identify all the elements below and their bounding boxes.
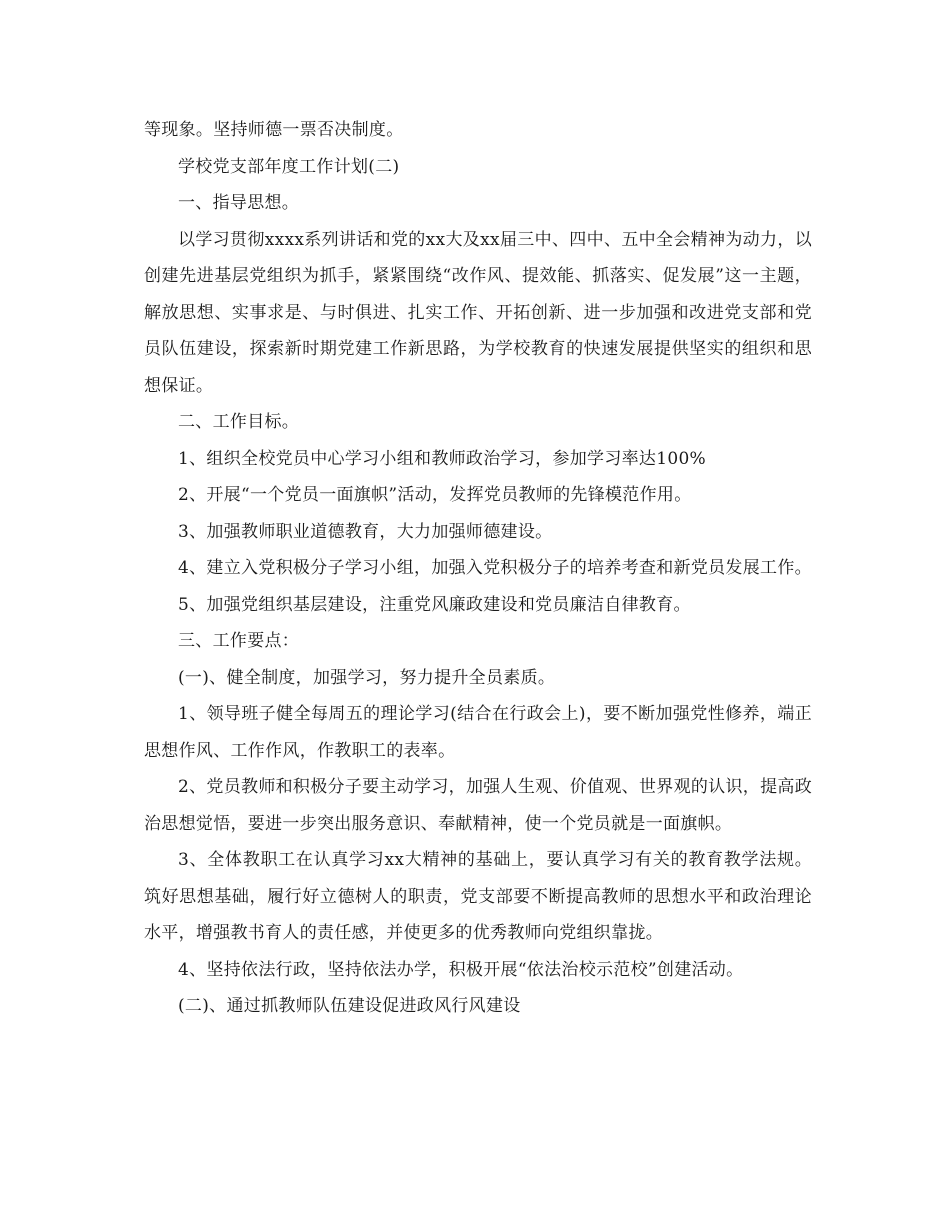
paragraph: 等现象。坚持师德一票否决制度。	[144, 120, 404, 140]
list-item: 2、开展“一个党员一面旗帜”活动，发挥党员教师的先锋模范作用。	[178, 485, 692, 505]
list-item: 3、全体教职工在认真学习xx大精神的基础上，要认真学习有关的教育教学法规。筑好思想基础，履行好立德树人的职责，党支部要不断提高教师的思想水平和政治理论水平，增强教书育人的责任感，并使更多的优秀教师向党组织靠拢。	[144, 850, 812, 943]
list-item: 3、加强教师职业道德教育，大力加强师德建设。	[178, 521, 553, 542]
subsection-heading: (二)、通过抓教师队伍建设促进政风行风建设	[178, 996, 521, 1016]
section-heading: 二、工作目标。	[178, 412, 300, 432]
section-heading: 一、指导思想。	[178, 193, 300, 213]
list-item: 1、领导班子健全每周五的理论学习(结合在行政会上)，要不断加强党性修养，端正思想作风、工作作风，作教职工的表率。	[144, 704, 812, 761]
section-heading: 三、工作要点：	[178, 631, 300, 651]
list-item: 5、加强党组织基层建设，注重党风廉政建设和党员廉洁自律教育。	[178, 594, 691, 615]
list-item: 2、党员教师和积极分子要主动学习，加强人生观、价值观、世界观的认识，提高政治思想觉悟，要进一步突出服务意识、奉献精神，使一个党员就是一面旗帜。	[144, 777, 812, 834]
section-heading: 学校党支部年度工作计划(二)	[178, 156, 400, 177]
subsection-heading: (一)、健全制度，加强学习，努力提升全员素质。	[178, 667, 556, 688]
list-item: 4、坚持依法行政，坚持依法办学，积极开展“依法治校示范校”创建活动。	[178, 959, 744, 980]
list-item: 1、组织全校党员中心学习小组和教师政治学习，参加学习率达100%	[178, 448, 707, 469]
list-item: 4、建立入党积极分子学习小组，加强入党积极分子的培养考查和新党员发展工作。	[178, 558, 812, 578]
document-body	[144, 112, 812, 1025]
paragraph: 以学习贯彻xxxx系列讲话和党的xx大及xx届三中、四中、五中全会精神为动力，以创建先进基层党组织为抓手，紧紧围绕“改作风、提效能、抓落实、促发展”这一主题，解放思想、实事求是、与时俱进、扎实工作、开拓创新、进一步加强和改进党支部和党员队伍建设，探索新时期党建工作新思路，为学校教育的快速发展提供坚实的组织和思想保证。	[144, 229, 812, 396]
